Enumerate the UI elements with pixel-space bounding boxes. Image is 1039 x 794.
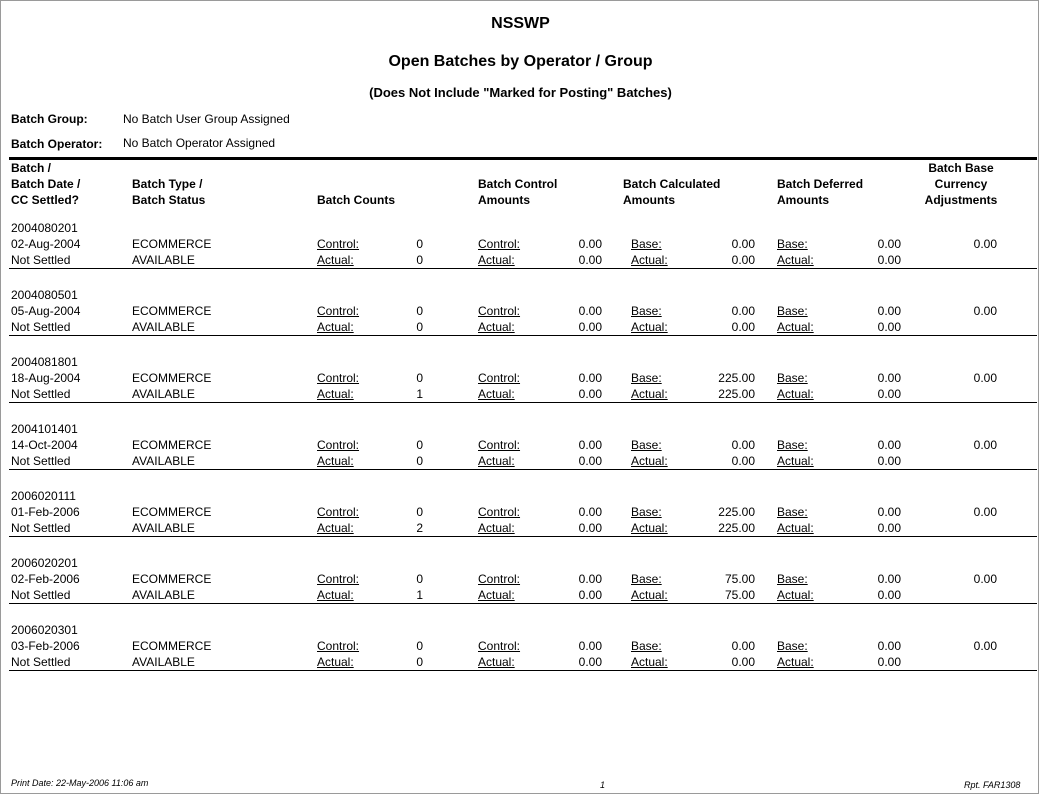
ctrl-control-value: 0.00 bbox=[578, 237, 602, 251]
base-adjustment-value: 0.00 bbox=[973, 438, 997, 452]
def-actual-value: 0.00 bbox=[877, 588, 901, 602]
count-control-label: Control: bbox=[317, 237, 360, 251]
count-control-value: 0 bbox=[416, 505, 423, 519]
def-base-value: 0.00 bbox=[877, 505, 901, 519]
calc-base-label: Base: bbox=[631, 304, 662, 318]
count-control-label: Control: bbox=[317, 505, 360, 519]
batch-date: 14-Oct-2004 bbox=[11, 438, 78, 452]
batch-number: 2004101401 bbox=[11, 422, 78, 436]
batch-date: 02-Feb-2006 bbox=[11, 572, 80, 586]
def-actual-value: 0.00 bbox=[877, 387, 901, 401]
batch-status: AVAILABLE bbox=[132, 320, 195, 334]
def-actual-label: Actual: bbox=[777, 387, 814, 401]
def-base-label: Base: bbox=[777, 237, 808, 251]
ctrl-actual-label: Actual: bbox=[478, 320, 515, 334]
row-separator bbox=[9, 268, 1037, 269]
calc-base-label: Base: bbox=[631, 237, 662, 251]
calc-base-value: 0.00 bbox=[731, 438, 755, 452]
ctrl-actual-label: Actual: bbox=[478, 454, 515, 468]
ctrl-actual-value: 0.00 bbox=[578, 320, 602, 334]
ctrl-actual-value: 0.00 bbox=[578, 454, 602, 468]
count-control-label: Control: bbox=[317, 572, 360, 586]
batch-number: 2004080201 bbox=[11, 221, 78, 235]
header-base-adjustments: Batch Base Currency Adjustments bbox=[924, 161, 998, 207]
base-adjustment-value: 0.00 bbox=[973, 237, 997, 251]
ctrl-control-value: 0.00 bbox=[578, 505, 602, 519]
batch-operator-label: Batch Operator: bbox=[11, 137, 103, 151]
count-control-value: 0 bbox=[416, 438, 423, 452]
count-actual-value: 2 bbox=[416, 521, 423, 535]
batch-status: AVAILABLE bbox=[132, 588, 195, 602]
ctrl-actual-value: 0.00 bbox=[578, 588, 602, 602]
batch-date: 01-Feb-2006 bbox=[11, 505, 80, 519]
cc-settled: Not Settled bbox=[11, 253, 71, 267]
count-actual-value: 0 bbox=[416, 454, 423, 468]
def-actual-value: 0.00 bbox=[877, 655, 901, 669]
def-actual-label: Actual: bbox=[777, 521, 814, 535]
count-actual-value: 0 bbox=[416, 320, 423, 334]
count-actual-value: 1 bbox=[416, 588, 423, 602]
def-base-value: 0.00 bbox=[877, 438, 901, 452]
ctrl-actual-value: 0.00 bbox=[578, 253, 602, 267]
batch-date: 18-Aug-2004 bbox=[11, 371, 81, 385]
row-separator bbox=[9, 536, 1037, 537]
header-batch-counts: Batch Counts bbox=[317, 193, 395, 207]
batch-type: ECOMMERCE bbox=[132, 438, 212, 452]
batch-operator-value: No Batch Operator Assigned bbox=[123, 136, 276, 150]
base-adjustment-value: 0.00 bbox=[973, 572, 997, 586]
batch-status: AVAILABLE bbox=[132, 387, 195, 401]
ctrl-actual-value: 0.00 bbox=[578, 521, 602, 535]
def-actual-label: Actual: bbox=[777, 320, 814, 334]
def-actual-label: Actual: bbox=[777, 253, 814, 267]
def-base-label: Base: bbox=[777, 371, 808, 385]
cc-settled: Not Settled bbox=[11, 320, 71, 334]
count-actual-value: 0 bbox=[416, 253, 423, 267]
calc-base-value: 0.00 bbox=[731, 304, 755, 318]
ctrl-control-value: 0.00 bbox=[578, 572, 602, 586]
batch-status: AVAILABLE bbox=[132, 253, 195, 267]
ctrl-control-label: Control: bbox=[478, 304, 521, 318]
base-adjustment-value: 0.00 bbox=[973, 304, 997, 318]
report-org: NSSWP bbox=[491, 15, 550, 32]
ctrl-actual-value: 0.00 bbox=[578, 387, 602, 401]
calc-actual-value: 0.00 bbox=[731, 454, 755, 468]
calc-base-value: 0.00 bbox=[731, 639, 755, 653]
count-control-value: 0 bbox=[416, 304, 423, 318]
ctrl-control-value: 0.00 bbox=[578, 371, 602, 385]
header-calculated-amounts: Batch Calculated Amounts bbox=[623, 177, 721, 207]
def-base-value: 0.00 bbox=[877, 371, 901, 385]
base-adjustment-value: 0.00 bbox=[973, 371, 997, 385]
header-rule bbox=[9, 157, 1037, 160]
calc-actual-label: Actual: bbox=[631, 588, 668, 602]
batch-group-value: No Batch User Group Assigned bbox=[123, 112, 290, 126]
def-base-value: 0.00 bbox=[877, 572, 901, 586]
def-base-label: Base: bbox=[777, 572, 808, 586]
count-actual-label: Actual: bbox=[317, 387, 354, 401]
batch-type: ECOMMERCE bbox=[132, 304, 212, 318]
count-control-label: Control: bbox=[317, 639, 360, 653]
batch-date: 03-Feb-2006 bbox=[11, 639, 80, 653]
calc-actual-label: Actual: bbox=[631, 320, 668, 334]
batch-type: ECOMMERCE bbox=[132, 639, 212, 653]
ctrl-control-label: Control: bbox=[478, 639, 521, 653]
ctrl-control-label: Control: bbox=[478, 572, 521, 586]
count-control-label: Control: bbox=[317, 438, 360, 452]
def-base-label: Base: bbox=[777, 438, 808, 452]
calc-base-value: 225.00 bbox=[718, 371, 755, 385]
calc-base-value: 0.00 bbox=[731, 237, 755, 251]
header-type-status: Batch Type / Batch Status bbox=[132, 177, 206, 207]
row-separator bbox=[9, 469, 1037, 470]
base-adjustment-value: 0.00 bbox=[973, 639, 997, 653]
count-actual-label: Actual: bbox=[317, 588, 354, 602]
def-actual-value: 0.00 bbox=[877, 253, 901, 267]
calc-actual-value: 0.00 bbox=[731, 655, 755, 669]
ctrl-control-value: 0.00 bbox=[578, 438, 602, 452]
calc-actual-label: Actual: bbox=[631, 655, 668, 669]
batch-status: AVAILABLE bbox=[132, 521, 195, 535]
calc-base-label: Base: bbox=[631, 438, 662, 452]
row-separator bbox=[9, 603, 1037, 604]
def-actual-label: Actual: bbox=[777, 454, 814, 468]
count-actual-value: 1 bbox=[416, 387, 423, 401]
count-control-value: 0 bbox=[416, 237, 423, 251]
row-separator bbox=[9, 670, 1037, 671]
row-separator bbox=[9, 402, 1037, 403]
calc-actual-label: Actual: bbox=[631, 253, 668, 267]
def-base-label: Base: bbox=[777, 505, 808, 519]
def-base-value: 0.00 bbox=[877, 304, 901, 318]
ctrl-control-label: Control: bbox=[478, 237, 521, 251]
batch-date: 05-Aug-2004 bbox=[11, 304, 81, 318]
calc-actual-value: 75.00 bbox=[724, 588, 755, 602]
cc-settled: Not Settled bbox=[11, 521, 71, 535]
batch-number: 2004080501 bbox=[11, 288, 78, 302]
batch-type: ECOMMERCE bbox=[132, 505, 212, 519]
def-actual-value: 0.00 bbox=[877, 454, 901, 468]
header-deferred-amounts: Batch Deferred Amounts bbox=[777, 177, 864, 207]
calc-base-label: Base: bbox=[631, 505, 662, 519]
count-actual-value: 0 bbox=[416, 655, 423, 669]
calc-base-value: 225.00 bbox=[718, 505, 755, 519]
calc-base-label: Base: bbox=[631, 639, 662, 653]
count-actual-label: Actual: bbox=[317, 253, 354, 267]
batch-type: ECOMMERCE bbox=[132, 237, 212, 251]
calc-actual-value: 225.00 bbox=[718, 387, 755, 401]
ctrl-actual-label: Actual: bbox=[478, 253, 515, 267]
header-control-amounts: Batch Control Amounts bbox=[478, 177, 558, 207]
report-subtitle: (Does Not Include "Marked for Posting" Batches) bbox=[369, 85, 672, 100]
count-actual-label: Actual: bbox=[317, 320, 354, 334]
def-actual-label: Actual: bbox=[777, 655, 814, 669]
count-control-value: 0 bbox=[416, 371, 423, 385]
count-control-label: Control: bbox=[317, 304, 360, 318]
calc-actual-value: 0.00 bbox=[731, 253, 755, 267]
report-id: Rpt. FAR1308 bbox=[964, 780, 1021, 790]
def-base-value: 0.00 bbox=[877, 639, 901, 653]
calc-base-label: Base: bbox=[631, 572, 662, 586]
count-control-value: 0 bbox=[416, 639, 423, 653]
batch-type: ECOMMERCE bbox=[132, 572, 212, 586]
ctrl-actual-label: Actual: bbox=[478, 655, 515, 669]
batch-number: 2006020201 bbox=[11, 556, 78, 570]
ctrl-control-value: 0.00 bbox=[578, 639, 602, 653]
def-actual-label: Actual: bbox=[777, 588, 814, 602]
cc-settled: Not Settled bbox=[11, 588, 71, 602]
calc-actual-value: 225.00 bbox=[718, 521, 755, 535]
calc-base-label: Base: bbox=[631, 371, 662, 385]
ctrl-actual-value: 0.00 bbox=[578, 655, 602, 669]
row-separator bbox=[9, 335, 1037, 336]
def-actual-value: 0.00 bbox=[877, 521, 901, 535]
count-control-label: Control: bbox=[317, 371, 360, 385]
ctrl-control-label: Control: bbox=[478, 371, 521, 385]
calc-actual-label: Actual: bbox=[631, 387, 668, 401]
ctrl-control-label: Control: bbox=[478, 438, 521, 452]
calc-base-value: 75.00 bbox=[724, 572, 755, 586]
cc-settled: Not Settled bbox=[11, 387, 71, 401]
page-number: 1 bbox=[600, 780, 606, 790]
cc-settled: Not Settled bbox=[11, 454, 71, 468]
ctrl-actual-label: Actual: bbox=[478, 521, 515, 535]
header-batch: Batch / Batch Date / CC Settled? bbox=[11, 161, 81, 207]
batch-date: 02-Aug-2004 bbox=[11, 237, 81, 251]
batch-number: 2006020301 bbox=[11, 623, 78, 637]
ctrl-actual-label: Actual: bbox=[478, 387, 515, 401]
def-base-value: 0.00 bbox=[877, 237, 901, 251]
count-control-value: 0 bbox=[416, 572, 423, 586]
cc-settled: Not Settled bbox=[11, 655, 71, 669]
calc-actual-label: Actual: bbox=[631, 521, 668, 535]
count-actual-label: Actual: bbox=[317, 655, 354, 669]
ctrl-control-value: 0.00 bbox=[578, 304, 602, 318]
report-title: Open Batches by Operator / Group bbox=[388, 53, 653, 70]
base-adjustment-value: 0.00 bbox=[973, 505, 997, 519]
count-actual-label: Actual: bbox=[317, 521, 354, 535]
calc-actual-label: Actual: bbox=[631, 454, 668, 468]
ctrl-control-label: Control: bbox=[478, 505, 521, 519]
batch-group-label: Batch Group: bbox=[11, 112, 88, 126]
def-base-label: Base: bbox=[777, 304, 808, 318]
count-actual-label: Actual: bbox=[317, 454, 354, 468]
ctrl-actual-label: Actual: bbox=[478, 588, 515, 602]
batch-number: 2004081801 bbox=[11, 355, 78, 369]
def-actual-value: 0.00 bbox=[877, 320, 901, 334]
calc-actual-value: 0.00 bbox=[731, 320, 755, 334]
batch-number: 2006020111 bbox=[11, 489, 76, 503]
batch-status: AVAILABLE bbox=[132, 655, 195, 669]
print-date: Print Date: 22-May-2006 11:06 am bbox=[11, 778, 149, 788]
def-base-label: Base: bbox=[777, 639, 808, 653]
batch-type: ECOMMERCE bbox=[132, 371, 212, 385]
batch-status: AVAILABLE bbox=[132, 454, 195, 468]
